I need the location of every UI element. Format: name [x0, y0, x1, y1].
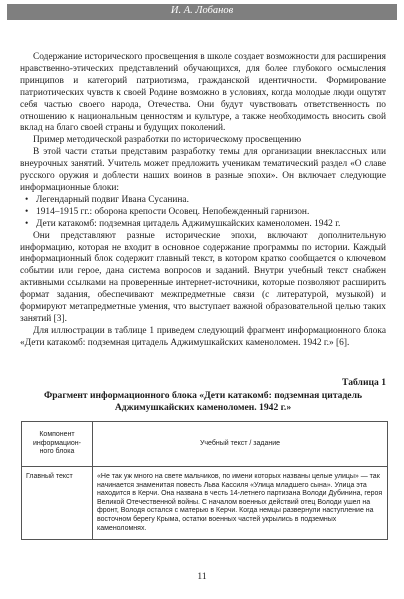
table-row — [22, 467, 388, 540]
info-blocks-list — [20, 195, 386, 231]
table-cell: Главный текст — [22, 467, 93, 540]
list-item: • Дети катакомб: подземная цитадель Аджимушкайских каменоломен. 1942 г. — [36, 219, 386, 231]
header-author: И. А. Лобанов — [170, 5, 234, 16]
column-header: Компонент информацион-ного блока — [22, 422, 93, 467]
table-cell: «Не так уж много на свете мальчиков, по имени которых названы целые улицы» — так начинается знаменитая повесть Льва Кассиля «Улица младшего сына». Улица эта находится в Керчи. Она названа в честь 14-летнего партизана Володи Дубинина, героя Великой Отечественной войны. С началом военных действий отец Володи ушел на фронт, Володя остался с матерью в Керчи. Когда немцы развернули наступление на восточном берегу Крыма, остатки военных частей укрылись в подземных каменоломнях. — [93, 467, 388, 540]
running-header — [7, 4, 397, 20]
table-caption: Таблица 1 — [342, 377, 386, 388]
table-title: Фрагмент информационного блока «Дети катакомб: подземная цитадель Аджимушкайских каменоломен. 1942 г.» — [43, 390, 363, 413]
page-number: 11 — [197, 572, 207, 582]
column-header: Учебный текст / задание — [93, 422, 388, 467]
paragraph: Они представляют разные исторические эпохи, включают дополнительную информацию, которая не входит в основное содержание программы по истории. Каждый информационный блок содержит главный текст, в котором кратко сообщается о ключевом событии или герое, дана система вопросов и заданий. Внутри учебный текст снабжен активными ссылками на проверенные интернет-источники, которые позволяют расширить формат задания, обеспечивают межпредметные связи (с литературой, музыкой) и формируют метапредметные умения, что выступает важной образовательной целью таких занятий [3]. — [20, 230, 386, 324]
paragraph: Содержание исторического просвещения в школе создает возможности для расширения нравственно-этических представлений обучающихся, для более глубокого осмысления принципов и категорий патриотизма, гражданской идентичности. Формирование патриотических чувств к своей Родине возможно в условиях, когда молодые люди ощутят себя частью своего народа, Отечества. Они будут чувствовать ответственность по отношению к национальным ценностям и культуре, а также необходимость вносить свой вклад на благо своей страны и будущих поколений. — [20, 52, 386, 134]
list-item: • 1914–1915 гг.: оборона крепости Осовец. Непобежденный гарнизон. — [36, 207, 386, 219]
data-table — [21, 421, 388, 540]
paragraph: Пример методической разработки по историческому просвещению — [33, 135, 302, 146]
article-body — [20, 52, 386, 350]
paragraph: Для иллюстрации в таблице 1 приведем следующий фрагмент информационного блока «Дети катакомб: подземная цитадель Аджимушкайских каменоломен. 1942 г.» [6]. — [20, 325, 386, 348]
table-header-row — [22, 422, 388, 467]
list-item: • Легендарный подвиг Ивана Сусанина. — [36, 195, 386, 207]
paragraph: В этой части статьи представим разработку темы для организации внеклассных или внеурочных занятий. Учитель может предложить ученикам тематический раздел «О славе русского оружия и доблести наших воинов в разные эпохи». Он включает следующие информационные блоки: — [20, 147, 386, 193]
